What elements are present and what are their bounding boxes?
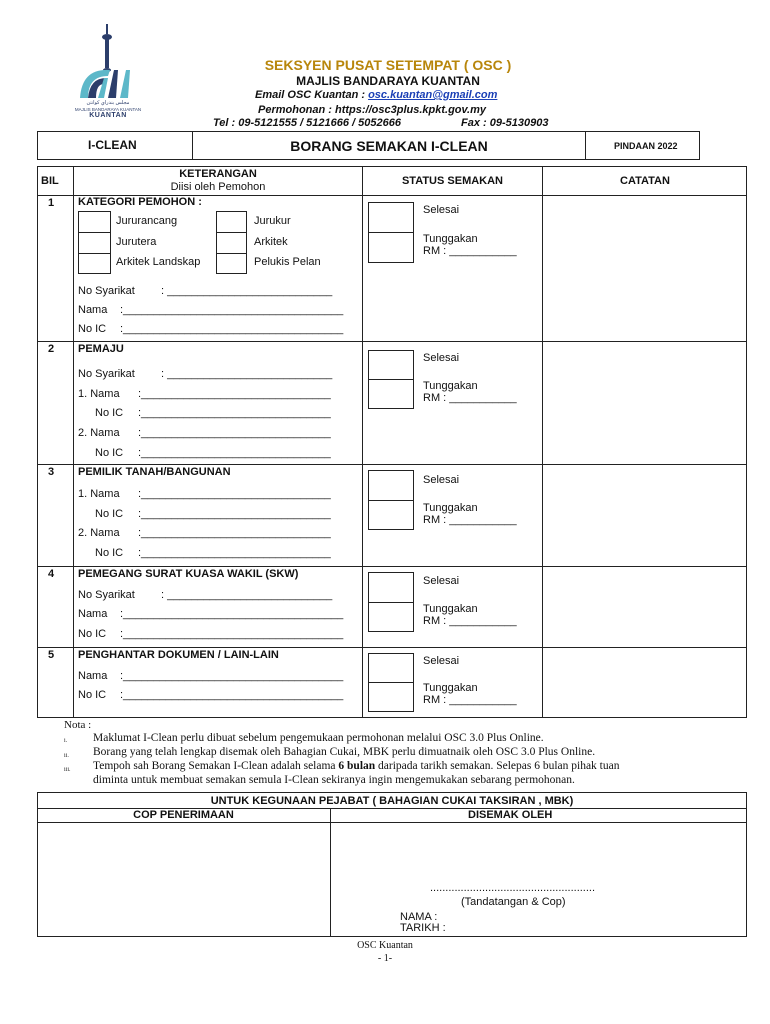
note-3-bold: 6 bulan	[338, 760, 376, 772]
note-3-cont: diminta untuk membuat semakan semula I-Clean sekiranya ingin mengemukakan sebarang permohonan.	[93, 774, 575, 786]
s2-nama2-field[interactable]: :_______________________________	[138, 427, 331, 439]
col-keterangan: KETERANGAN	[179, 168, 257, 180]
note-3-text-a: Tempoh sah Borang Semakan I-Clean adalah selama	[93, 760, 339, 772]
cop-penerimaan: COP PENERIMAAN	[133, 809, 234, 821]
col-catatan: CATATAN	[620, 175, 670, 187]
s1-no-ic-label: No IC	[78, 323, 107, 335]
s2-nama2-label: 2. Nama	[78, 427, 120, 439]
s4-no-ic-field[interactable]: :____________________________________	[120, 628, 344, 640]
opt-arkitek: Arkitek	[254, 236, 288, 248]
note-3-num: iii.	[64, 767, 71, 773]
col-bil: BIL	[41, 175, 59, 187]
footer-page: - 1-	[377, 953, 393, 964]
s4-tunggakan-checkbox[interactable]	[369, 603, 413, 631]
checkbox-jurutera[interactable]	[79, 233, 110, 253]
signature-dots[interactable]: ......................................................	[430, 882, 596, 894]
s4-selesai-checkbox[interactable]	[369, 573, 413, 602]
opt-jururancang: Jururancang	[116, 215, 178, 227]
s2-selesai: Selesai	[423, 352, 460, 364]
s5-tunggakan-checkbox[interactable]	[369, 683, 413, 711]
checkbox-arkitek-landskap[interactable]	[79, 254, 110, 273]
note-3-text-b: daripada tarikh semakan. Selepas 6 bulan pihak tuan	[375, 760, 620, 772]
opt-arkitek-landskap: Arkitek Landskap	[116, 256, 201, 268]
s3-no-ic1-field[interactable]: :_______________________________	[138, 508, 331, 520]
s4-nama-label: Nama	[78, 608, 108, 620]
s2-tunggakan-checkbox[interactable]	[369, 380, 413, 408]
s3-rm[interactable]: RM : ___________	[423, 514, 517, 526]
s1-no-syarikat-label: No Syarikat	[78, 285, 135, 297]
email-link[interactable]: osc.kuantan@gmail.com	[368, 89, 498, 101]
note-1-num: i.	[64, 738, 68, 744]
s5-nama-field[interactable]: :____________________________________	[120, 670, 344, 682]
s2-no-ic1-label: No IC	[95, 407, 124, 419]
s2-nama1-label: 1. Nama	[78, 388, 120, 400]
s1-tunggakan: Tunggakan	[423, 233, 478, 245]
s3-nama2-field[interactable]: :_______________________________	[138, 527, 331, 539]
logo-kuantan: KUANTAN	[89, 112, 127, 119]
notes-heading: Nota :	[64, 719, 92, 731]
opt-jurukur: Jurukur	[254, 215, 291, 227]
s3-title: PEMILIK TANAH/BANGUNAN	[78, 466, 231, 478]
email-label: Email OSC Kuantan :	[255, 89, 369, 101]
disemak-oleh: DISEMAK OLEH	[468, 809, 553, 821]
office-tarikh: TARIKH :	[400, 922, 446, 934]
opt-pelukis-pelan: Pelukis Pelan	[254, 256, 321, 268]
s5-tunggakan: Tunggakan	[423, 682, 478, 694]
s1-tunggakan-checkbox[interactable]	[369, 233, 413, 262]
s1-rm[interactable]: RM : ___________	[423, 245, 517, 257]
s1-nama-field[interactable]: :____________________________________	[120, 304, 344, 316]
s5-num: 5	[48, 649, 55, 661]
s2-no-ic2-field[interactable]: :_______________________________	[138, 447, 331, 459]
s1-selesai-checkbox[interactable]	[369, 203, 413, 232]
checkbox-jurukur[interactable]	[217, 212, 246, 232]
s4-no-syarikat-label: No Syarikat	[78, 589, 135, 601]
s4-no-syarikat-field[interactable]: : ___________________________	[161, 589, 333, 601]
s3-nama2-label: 2. Nama	[78, 527, 120, 539]
s2-no-ic1-field[interactable]: :_______________________________	[138, 407, 331, 419]
s5-no-ic-label: No IC	[78, 689, 107, 701]
checkbox-jururancang[interactable]	[79, 212, 110, 232]
s3-tunggakan-checkbox[interactable]	[369, 501, 413, 529]
office-heading: UNTUK KEGUNAAN PEJABAT ( BAHAGIAN CUKAI TAKSIRAN , MBK)	[210, 795, 574, 807]
checkbox-arkitek[interactable]	[217, 233, 246, 253]
s5-selesai: Selesai	[423, 655, 460, 667]
checkbox-pelukis-pelan[interactable]	[217, 254, 246, 273]
note-3	[93, 760, 733, 773]
col-status: STATUS SEMAKAN	[401, 175, 504, 187]
col-keterangan-sub: Diisi oleh Pemohon	[170, 181, 266, 193]
logo-jawi: ﻣﺠﻠﺲ ﺑﻨﺪﺭﺍﻱ ﻛﻮﺍﻧﺘن	[86, 100, 130, 106]
s5-nama-label: Nama	[78, 670, 108, 682]
s4-rm[interactable]: RM : ___________	[423, 615, 517, 627]
header-title: SEKSYEN PUSAT SETEMPAT ( OSC )	[264, 57, 512, 73]
header-email	[255, 89, 497, 102]
s3-tunggakan: Tunggakan	[423, 502, 478, 514]
s4-tunggakan: Tunggakan	[423, 603, 478, 615]
header-fax: Fax : 09-5130903	[461, 117, 549, 129]
s3-selesai-checkbox[interactable]	[369, 471, 413, 500]
s4-no-ic-label: No IC	[78, 628, 107, 640]
s2-nama1-field[interactable]: :_______________________________	[138, 388, 331, 400]
note-2-num: ii.	[64, 753, 69, 759]
s3-nama1-field[interactable]: :_______________________________	[138, 488, 331, 500]
s3-num: 3	[48, 466, 55, 478]
s5-rm[interactable]: RM : ___________	[423, 694, 517, 706]
s1-title: KATEGORI PEMOHON :	[78, 196, 202, 208]
s4-selesai: Selesai	[423, 575, 460, 587]
s1-nama-label: Nama	[78, 304, 108, 316]
logo	[68, 20, 148, 128]
opt-jurutera: Jurutera	[116, 236, 157, 248]
s2-rm[interactable]: RM : ___________	[423, 392, 517, 404]
s5-no-ic-field[interactable]: :____________________________________	[120, 689, 344, 701]
title-left: I-CLEAN	[88, 138, 137, 152]
s1-no-syarikat-field[interactable]: : ___________________________	[161, 285, 333, 297]
note-1: Maklumat I-Clean perlu dibuat sebelum pengemukaan permohonan melalui OSC 3.0 Plus Online.	[93, 732, 544, 744]
title-right: PINDAAN 2022	[614, 141, 678, 151]
s3-nama1-label: 1. Nama	[78, 488, 120, 500]
note-2: Borang yang telah lengkap disemak oleh Bahagian Cukai, MBK perlu dimuatnaik oleh OSC 3.0 Plus Online.	[93, 746, 596, 758]
cop-area[interactable]	[38, 823, 329, 936]
s3-no-ic2-field[interactable]: :_______________________________	[138, 547, 331, 559]
header-org: MAJLIS BANDARAYA KUANTAN	[296, 74, 480, 88]
footer-office: OSC Kuantan	[357, 940, 413, 951]
form-title: BORANG SEMAKAN I-CLEAN	[290, 138, 488, 154]
logo-org-text: MAJLIS BANDARAYA KUANTAN	[74, 107, 142, 112]
s2-no-ic2-label: No IC	[95, 447, 124, 459]
s4-nama-field[interactable]: :____________________________________	[120, 608, 344, 620]
signature-label: (Tandatangan & Cop)	[461, 896, 566, 908]
s1-num: 1	[48, 197, 55, 209]
s4-num: 4	[48, 568, 55, 580]
s3-selesai: Selesai	[423, 474, 460, 486]
s2-no-syarikat-field[interactable]: : ___________________________	[161, 368, 333, 380]
header-tel: Tel : 09-5121555 / 5121666 / 5052666	[213, 117, 401, 129]
s5-selesai-checkbox[interactable]	[369, 654, 413, 682]
s2-num: 2	[48, 343, 55, 355]
s1-selesai: Selesai	[423, 204, 460, 216]
header-permohonan: Permohonan : https://osc3plus.kpkt.gov.my	[258, 104, 486, 116]
s2-no-syarikat-label: No Syarikat	[78, 368, 135, 380]
s4-title: PEMEGANG SURAT KUASA WAKIL (SKW)	[78, 568, 299, 580]
s1-no-ic-field[interactable]: :____________________________________	[120, 323, 344, 335]
s2-selesai-checkbox[interactable]	[369, 351, 413, 379]
s3-no-ic1-label: No IC	[95, 508, 124, 520]
office-nama: NAMA :	[400, 911, 438, 923]
s2-tunggakan: Tunggakan	[423, 380, 478, 392]
s3-no-ic2-label: No IC	[95, 547, 124, 559]
s2-title: PEMAJU	[78, 343, 124, 355]
s5-title: PENGHANTAR DOKUMEN / LAIN-LAIN	[78, 649, 279, 661]
